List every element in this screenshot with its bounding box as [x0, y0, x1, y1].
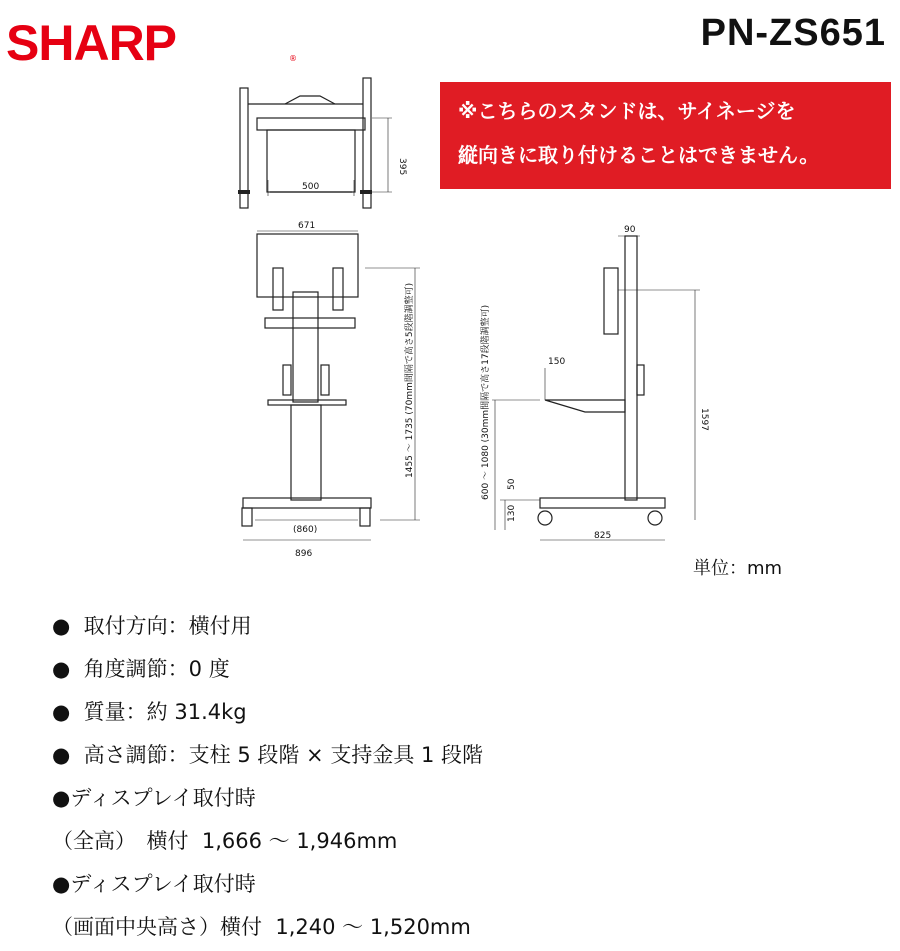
dim-side-lower1: 50	[507, 478, 517, 490]
dim-front-height: 1455 ～ 1735 (70mm間隔で高さ5段階調整可)	[405, 282, 415, 478]
unit-label: 単位：mm	[693, 558, 783, 579]
dim-side-shelf: 150	[548, 357, 566, 367]
dim-side-range: 600 ～ 1080 (30mm間隔で高さ17段階調整可)	[481, 304, 491, 500]
spec-center-height: （画面中央高さ）横付 1,240 ～ 1,520mm	[52, 915, 471, 939]
side-view-diagram	[492, 236, 700, 540]
spec-mount-direction: ● 取付方向：横付用	[52, 614, 252, 638]
dim-side-lower2: 130	[507, 504, 517, 522]
dim-side-depth: 825	[594, 531, 612, 541]
dim-side-top: 90	[624, 225, 636, 235]
spec-display-mount-1: ●ディスプレイ取付時	[52, 786, 256, 810]
dim-front-base: 896	[295, 549, 313, 559]
model-number: PN-ZS651	[700, 12, 886, 54]
dim-side-height: 1597	[699, 408, 709, 431]
dim-top-height: 395	[397, 158, 407, 176]
dim-front-inner: (860)	[293, 525, 318, 535]
notice-line-1: ※こちらのスタンドは、サイネージを	[458, 99, 796, 123]
notice-line-2: 縦向きに取り付けることはできません。	[458, 143, 820, 167]
registered-mark: ®	[289, 54, 297, 63]
spec-height-adjust: ● 高さ調節：支柱 5 段階 × 支持金具 1 段階	[52, 743, 484, 767]
spec-display-mount-2: ●ディスプレイ取付時	[52, 872, 256, 896]
dim-front-top-width: 671	[298, 221, 316, 231]
brand-logo: SHARP	[6, 15, 177, 71]
front-view-diagram	[242, 231, 420, 540]
dim-top-width: 500	[302, 182, 320, 192]
spec-weight: ● 質量：約 31.4kg	[52, 700, 247, 724]
spec-total-height: （全高） 横付 1,666 ～ 1,946mm	[52, 829, 398, 853]
spec-angle: ● 角度調節：0 度	[52, 657, 230, 681]
